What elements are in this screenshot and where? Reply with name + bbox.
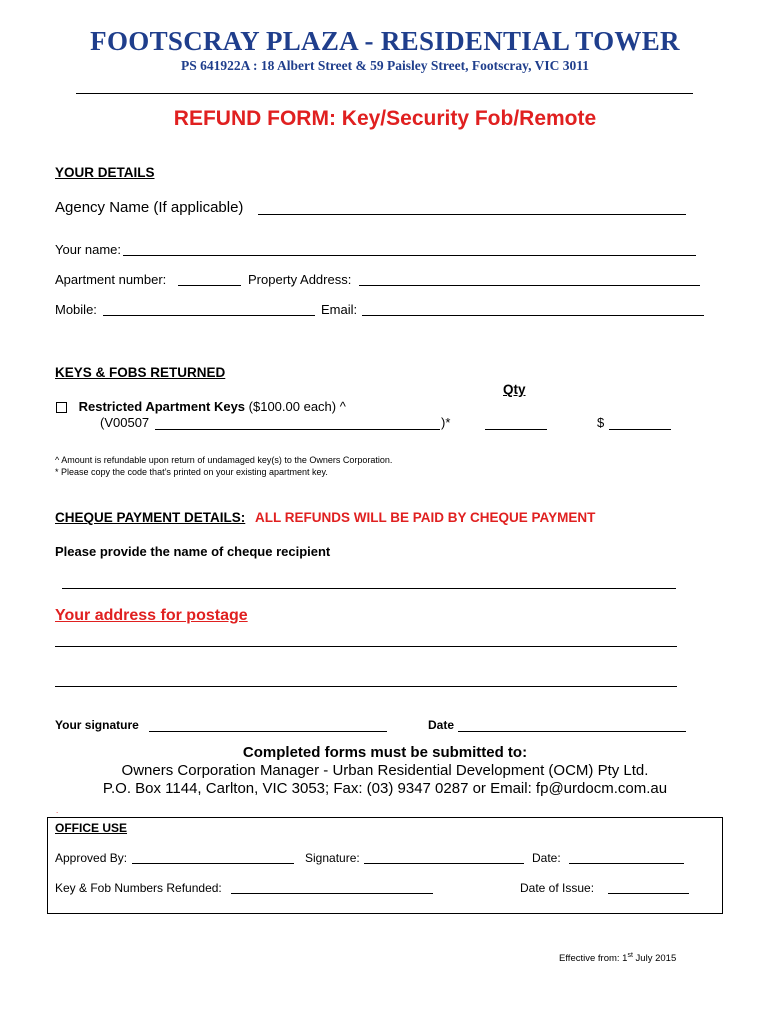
apartment-number-field[interactable] (178, 285, 241, 286)
your-signature-field[interactable] (149, 731, 387, 732)
cheque-recipient-field[interactable] (62, 588, 676, 589)
apartment-number-label: Apartment number: (55, 272, 167, 287)
date-of-issue-label: Date of Issue: (520, 881, 595, 895)
date-field[interactable] (458, 731, 686, 732)
postage-address-line-2[interactable] (55, 686, 677, 687)
form-title: REFUND FORM: Key/Security Fob/Remote (173, 107, 597, 130)
email-label: Email: (321, 302, 358, 317)
postage-address-heading: Your address for postage (55, 607, 248, 624)
fob-numbers-field[interactable] (231, 893, 433, 894)
approved-by-field[interactable] (132, 863, 294, 864)
submit-heading: Completed forms must be submitted to: (242, 744, 528, 761)
dollar-sign: $ (597, 415, 605, 430)
your-details-heading: YOUR DETAILS (55, 165, 155, 180)
date-label: Date (428, 718, 455, 732)
building-address: PS 641922A : 18 Albert Street & 59 Paisley Street, Footscray, VIC 3011 (181, 58, 589, 73)
cheque-notice: ALL REFUNDS WILL BE PAID BY CHEQUE PAYMENT (255, 510, 596, 525)
property-address-label: Property Address: (248, 272, 352, 287)
mobile-field[interactable] (103, 315, 315, 316)
restricted-keys-price: ($100.00 each) ^ (248, 399, 346, 414)
office-date-label: Date: (532, 851, 561, 865)
agency-name-label: Agency Name (If applicable) (55, 199, 244, 216)
office-use-box (47, 817, 723, 914)
header-divider (76, 93, 693, 94)
fob-numbers-label: Key & Fob Numbers Refunded: (55, 881, 222, 895)
red-dot-mark: . (56, 806, 59, 815)
office-signature-label: Signature: (305, 851, 360, 865)
key-code-note: * Please copy the code that’s printed on your existing apartment key. (55, 467, 328, 477)
mobile-label: Mobile: (55, 302, 97, 317)
property-address-field[interactable] (359, 285, 700, 286)
keys-fobs-heading: KEYS & FOBS RETURNED (55, 365, 226, 380)
submit-manager-line: Owners Corporation Manager - Urban Residential Development (OCM) Pty Ltd. (121, 762, 649, 779)
key-code-field[interactable] (155, 429, 440, 430)
restricted-keys-checkbox[interactable] (56, 402, 67, 413)
qty-header: Qty (503, 382, 526, 397)
your-name-field[interactable] (123, 255, 696, 256)
effective-date: Effective from: 1st July 2015 (559, 952, 677, 965)
agency-name-field[interactable] (258, 214, 686, 215)
qty-field[interactable] (485, 429, 547, 430)
postage-address-line-1[interactable] (55, 646, 677, 647)
office-use-heading: OFFICE USE (55, 821, 128, 835)
submit-contact-line: P.O. Box 1144, Carlton, VIC 3053; Fax: (03) 9347 0287 or Email: fp@urdocm.com.au (102, 780, 668, 797)
your-signature-label: Your signature (55, 718, 139, 732)
restricted-keys-label: Restricted Apartment Keys (78, 399, 246, 414)
office-signature-field[interactable] (364, 863, 524, 864)
date-of-issue-field[interactable] (608, 893, 689, 894)
key-code-suffix: )* (441, 415, 451, 430)
refund-note: ^ Amount is refundable upon return of undamaged key(s) to the Owners Corporation. (55, 455, 393, 465)
email-field[interactable] (362, 315, 704, 316)
approved-by-label: Approved By: (55, 851, 128, 865)
your-name-label: Your name: (55, 242, 122, 257)
amount-field[interactable] (609, 429, 671, 430)
cheque-heading: CHEQUE PAYMENT DETAILS: (55, 510, 246, 525)
office-date-field[interactable] (569, 863, 684, 864)
key-code-prefix: (V00507 (100, 415, 150, 430)
cheque-recipient-label: Please provide the name of cheque recipient (55, 544, 331, 559)
building-title: FOOTSCRAY PLAZA - RESIDENTIAL TOWER (90, 26, 680, 56)
